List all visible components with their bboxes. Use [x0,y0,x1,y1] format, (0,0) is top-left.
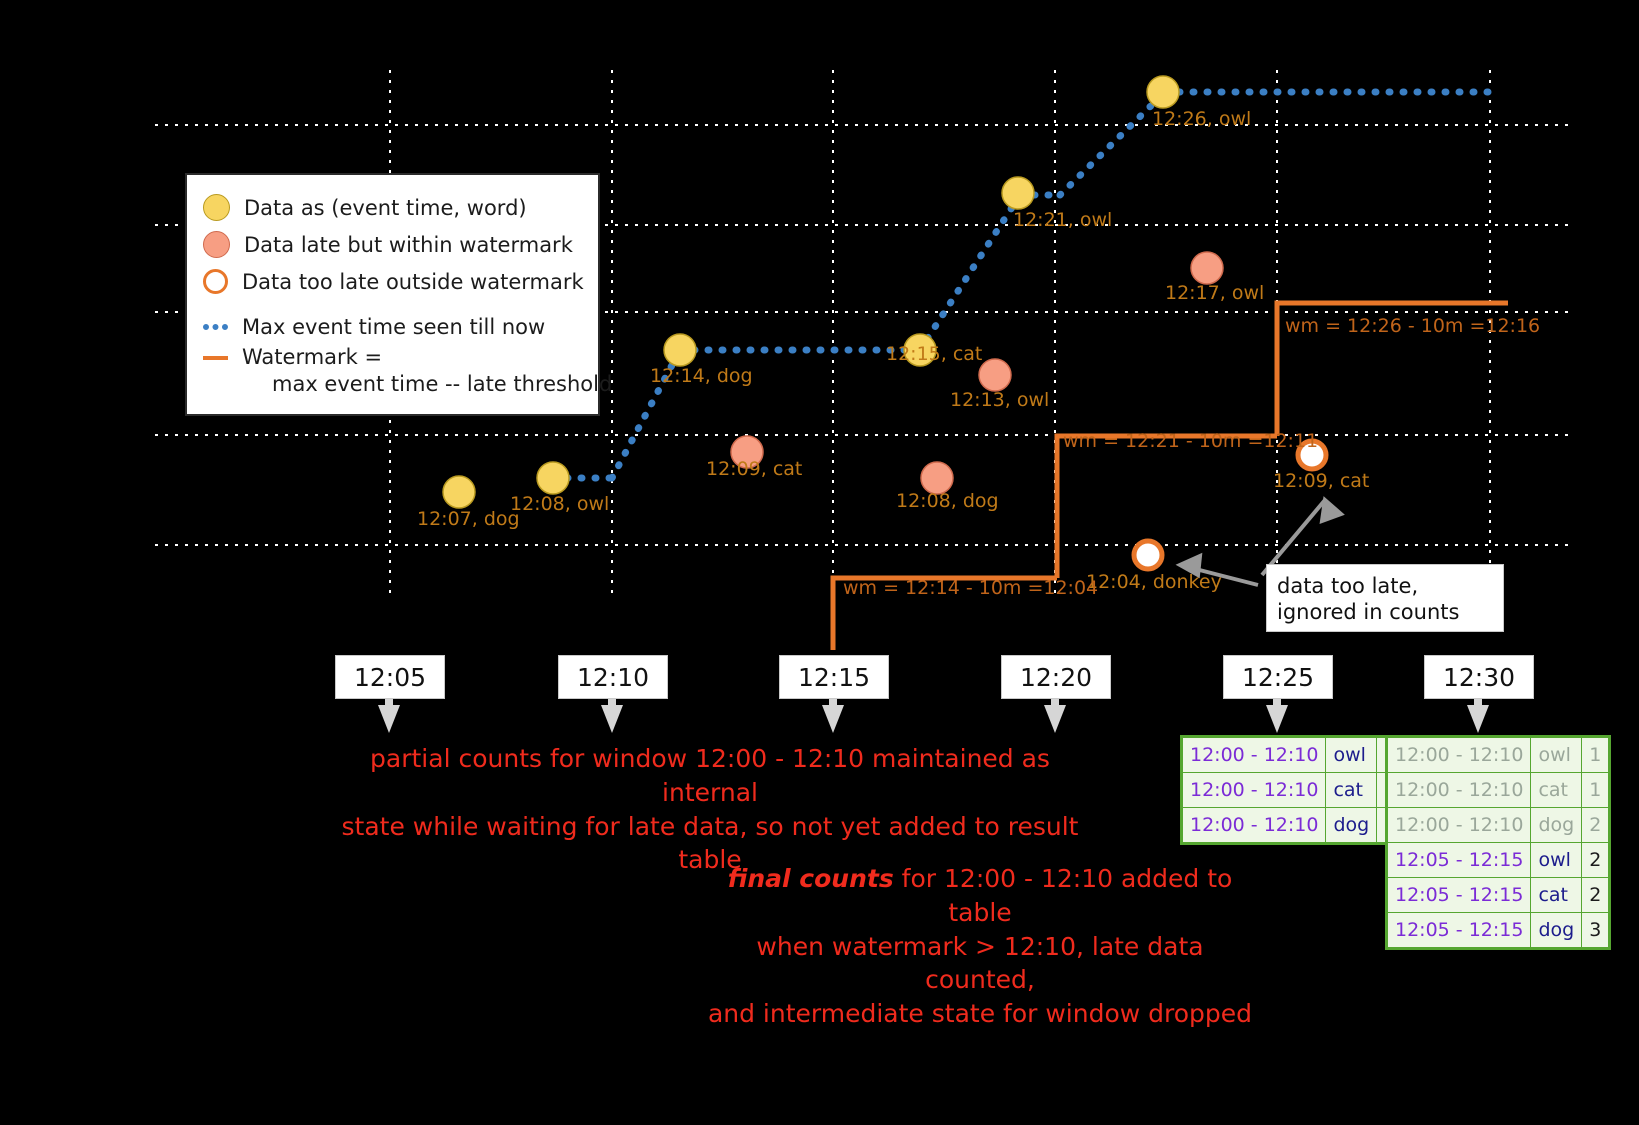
result-table-second [1385,735,1611,950]
final-counts-line-2: when watermark > 12:10, late data counted, [756,931,1204,995]
axis-tick-1205: 12:05 [335,655,445,699]
legend-item-watermark [203,344,613,398]
cell-word: dog [1531,913,1582,949]
cell-word: cat [1531,878,1582,913]
point-label-1226-owl: 12:26, owl [1152,108,1252,130]
legend-item-late-within [203,226,582,263]
cell-window: 12:00 - 12:10 [1387,773,1531,808]
watermark-label-2: wm = 12:21 - 10m =12:11 [1063,430,1319,452]
result-table-first [1180,735,1406,845]
legend-item-too-late [203,263,582,300]
watermark-label-3: wm = 12:26 - 10m =12:16 [1285,315,1541,337]
partial-counts-line-2: state while waiting for late data, so not yet added to result table [341,811,1079,875]
table-row-faded [1387,773,1610,808]
too-late-callout [1266,564,1504,632]
legend-label-2: max event time -- late threshold [272,371,613,396]
table-row [1182,737,1405,773]
table-row-faded [1387,808,1610,843]
salmon-dot-icon [203,231,230,258]
cell-count: 2 [1582,808,1610,843]
partial-counts-line-1: partial counts for window 12:00 - 12:10 maintained as internal [370,744,1050,807]
cell-window: 12:05 - 12:15 [1387,913,1531,949]
axis-tick-1215: 12:15 [779,655,889,699]
hollow-dot-icon [203,269,228,294]
cell-word: owl [1531,843,1582,878]
legend-item-data [203,189,582,226]
table-row [1182,773,1405,808]
cell-count: 3 [1582,913,1610,949]
partial-counts-annotation [330,742,1090,877]
legend-label: Watermark = [242,345,383,369]
axis-tick-1230: 12:30 [1424,655,1534,699]
axis-tick-1225: 12:25 [1223,655,1333,699]
table-row [1387,913,1610,949]
blue-dotted-line-icon [203,324,228,330]
cell-count: 1 [1582,773,1610,808]
cell-window: 12:00 - 12:10 [1387,808,1531,843]
cell-window: 12:00 - 12:10 [1387,737,1531,773]
point-label-1208-owl: 12:08, owl [510,493,610,515]
cell-window: 12:00 - 12:10 [1182,773,1326,808]
max-event-time-line [553,92,1490,478]
point-label-1214-dog: 12:14, dog [650,365,753,387]
cell-word: dog [1531,808,1582,843]
point-label-1217-owl: 12:17, owl [1165,282,1265,304]
point-label-1204-donkey: 12:04, donkey [1086,571,1222,593]
point-label-1209-cat: 12:09, cat [706,458,803,480]
cell-window: 12:05 - 12:15 [1387,878,1531,913]
orange-solid-line-icon [203,356,228,360]
watermark-label-1: wm = 12:14 - 10m =12:04 [843,577,1099,599]
point-label-1221-owl: 12:21, owl [1013,209,1113,231]
axis-tick-1220: 12:20 [1001,655,1111,699]
cell-count: 2 [1582,843,1610,878]
table-row [1387,843,1610,878]
legend-label: Max event time seen till now [242,315,546,339]
cell-count: 1 [1582,737,1610,773]
callout-line-1: data too late, [1277,574,1419,598]
table-row [1182,808,1405,844]
legend-label: Data too late outside watermark [242,269,584,294]
cell-window: 12:05 - 12:15 [1387,843,1531,878]
legend-label: Data late but within watermark [244,232,573,257]
callout-line-2: ignored in counts [1277,600,1460,625]
point-label-1207-dog: 12:07, dog [417,508,520,530]
legend-label: Data as (event time, word) [244,195,527,220]
table-row-faded [1387,737,1610,773]
point-label-1209-cat-late: 12:09, cat [1273,470,1370,492]
cell-word: owl [1531,737,1582,773]
legend-item-max-event-time [203,310,582,344]
yellow-dot-icon [203,194,230,221]
cell-word: cat [1326,773,1377,808]
point-label-1213-owl: 12:13, owl [950,389,1050,411]
point-label-1215-cat: 12:15, cat [886,343,983,365]
cell-word: owl [1326,737,1377,773]
final-counts-annotation [700,862,1260,1031]
cell-count: 2 [1582,878,1610,913]
final-counts-lead: final counts [727,864,894,893]
cell-window: 12:00 - 12:10 [1182,737,1326,773]
final-counts-line-3: and intermediate state for window dropped [707,999,1253,1028]
cell-word: dog [1326,808,1377,844]
final-counts-line-1-rest: for 12:00 - 12:10 added to table [893,864,1233,927]
cell-window: 12:00 - 12:10 [1182,808,1326,844]
cell-word: cat [1531,773,1582,808]
point-label-1208-dog: 12:08, dog [896,490,999,512]
axis-tick-1210: 12:10 [558,655,668,699]
legend [185,173,613,416]
table-row [1387,878,1610,913]
